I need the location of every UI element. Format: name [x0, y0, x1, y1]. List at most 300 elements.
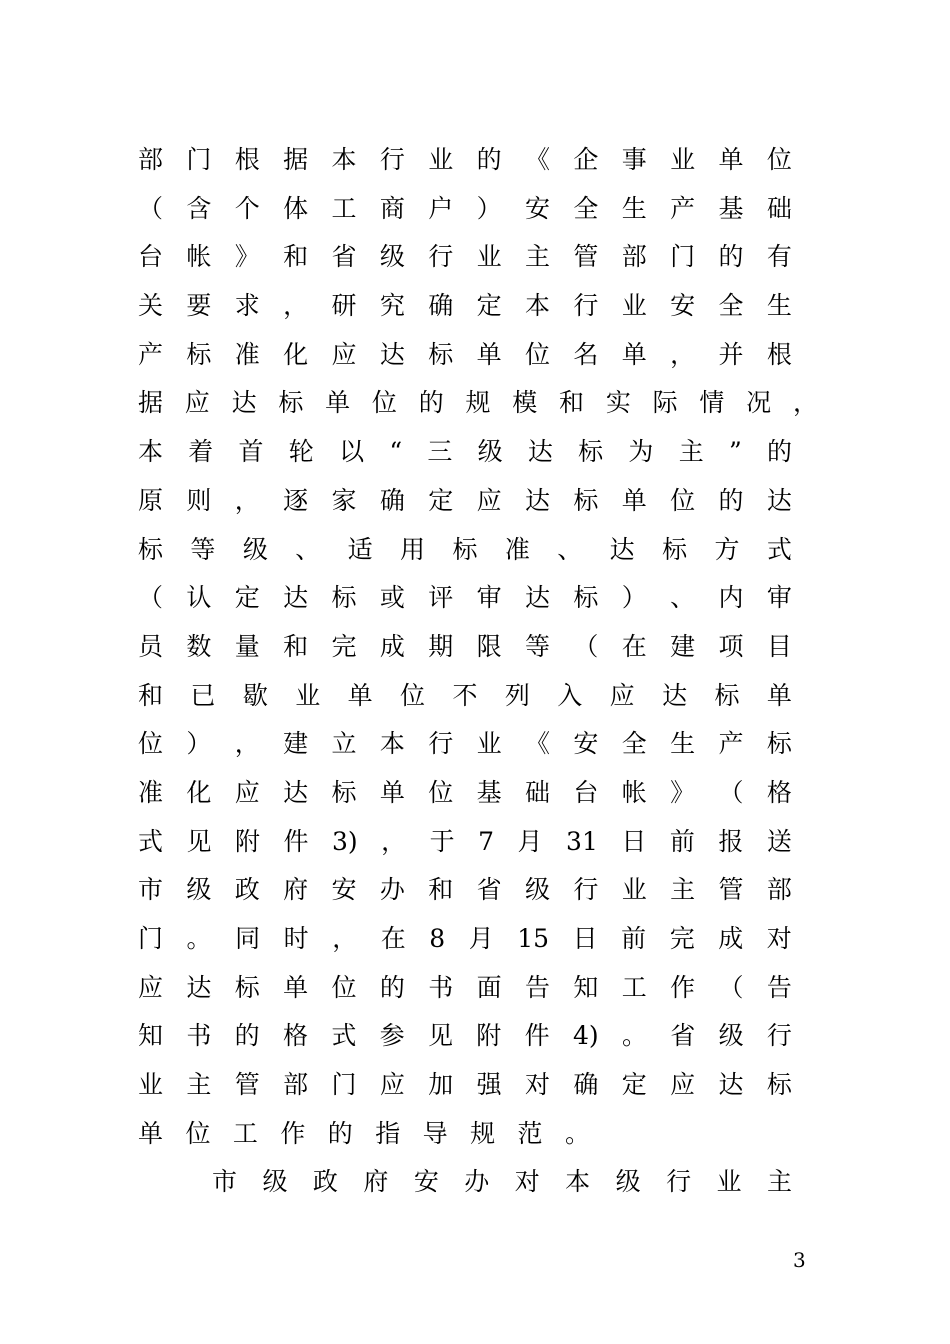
text-glyph: 本 [379, 729, 405, 759]
text-glyph: 业 [621, 291, 647, 321]
text-glyph: 时 [283, 924, 309, 953]
text-glyph: 准 [504, 534, 530, 564]
text-glyph: 业 [476, 729, 502, 759]
text-glyph: 业 [621, 875, 647, 905]
text-glyph: 省 [670, 1021, 696, 1051]
text-glyph: 《 [525, 145, 551, 174]
text-glyph: 面 [476, 972, 502, 1002]
text-glyph: 强 [476, 1070, 502, 1100]
text-glyph: 或 [379, 583, 405, 613]
text-line [138, 818, 792, 867]
text-glyph: 定 [476, 291, 502, 321]
text-glyph: 达 [283, 777, 309, 807]
text-glyph: 体 [283, 193, 309, 223]
text-glyph: 应 [379, 1070, 405, 1100]
text-glyph: 据 [283, 145, 309, 174]
text-glyph: 安 [670, 291, 696, 321]
text-glyph: 评 [428, 583, 454, 613]
text-glyph: ， [381, 826, 407, 856]
text-glyph: 的 [476, 145, 502, 174]
text-glyph: 并 [718, 339, 744, 369]
text-glyph: 行 [573, 291, 599, 321]
text-line [138, 185, 792, 234]
text-glyph: 级 [615, 1167, 641, 1197]
text-glyph: 基 [476, 777, 502, 807]
text-glyph: 前 [621, 924, 647, 953]
text-glyph: 日 [621, 826, 647, 856]
text-glyph: 7 [478, 826, 495, 856]
text-glyph: 部 [621, 242, 647, 272]
text-glyph: 对 [514, 1167, 540, 1197]
text-glyph: 单 [325, 388, 351, 418]
text-glyph: 础 [766, 193, 792, 223]
text-glyph: 主 [766, 1167, 792, 1197]
text-glyph: 作 [280, 1118, 306, 1148]
text-glyph: 附 [235, 826, 261, 856]
text-line [138, 282, 792, 331]
text-glyph: 单 [476, 339, 502, 369]
text-glyph: 位 [400, 680, 426, 710]
text-glyph: 月 [517, 826, 543, 856]
text-glyph: 限 [476, 631, 502, 661]
text-glyph: 政 [312, 1167, 338, 1197]
text-glyph: 工 [621, 972, 647, 1002]
text-glyph: 行 [428, 242, 454, 272]
text-glyph: 加 [428, 1070, 454, 1100]
text-glyph: 标 [662, 534, 688, 564]
text-glyph: 本 [565, 1167, 591, 1197]
text-glyph: 首 [238, 437, 264, 467]
text-glyph: 标 [766, 729, 792, 759]
text-glyph: 工 [232, 1118, 258, 1148]
text-line [138, 526, 792, 575]
text-glyph: 达 [718, 1070, 744, 1100]
text-glyph: 达 [186, 972, 212, 1002]
text-glyph: 全 [621, 729, 647, 759]
text-glyph: 三 [427, 437, 453, 467]
text-glyph: 际 [652, 388, 678, 418]
text-glyph: 市 [212, 1167, 238, 1197]
text-glyph: 位 [670, 485, 696, 515]
text-glyph: 前 [669, 826, 695, 856]
text-glyph: 的 [418, 388, 444, 418]
text-glyph: 单 [379, 777, 405, 807]
text-glyph: 达 [283, 583, 309, 613]
text-glyph: 根 [766, 339, 792, 369]
text-glyph: 知 [138, 1021, 164, 1051]
text-line [138, 574, 792, 623]
text-line [138, 1110, 590, 1159]
text-glyph: 生 [766, 291, 792, 321]
text-glyph: 安 [573, 729, 599, 759]
text-glyph: 告 [766, 972, 792, 1002]
text-glyph: 已 [190, 680, 216, 710]
text-glyph: 况 [746, 388, 772, 418]
text-glyph: 单 [347, 680, 373, 710]
text-glyph: 门 [138, 924, 164, 953]
text-glyph: 等 [190, 534, 216, 564]
text-glyph: 在 [380, 924, 406, 953]
text-glyph: 行 [666, 1167, 692, 1197]
text-glyph: 应 [234, 777, 260, 807]
text-glyph: ， [670, 339, 696, 369]
text-glyph: 书 [186, 1021, 212, 1051]
text-glyph: 应 [138, 972, 164, 1002]
text-glyph: 位 [766, 145, 792, 174]
text-glyph: 标 [331, 777, 357, 807]
text-glyph: 和 [428, 875, 454, 905]
text-glyph: 业 [138, 1070, 164, 1100]
text-glyph: 方 [714, 534, 740, 564]
text-glyph: （ [718, 972, 744, 1002]
text-glyph: 业 [428, 145, 454, 174]
text-glyph: 管 [573, 242, 599, 272]
text-glyph: 的 [234, 1021, 260, 1051]
text-line [138, 964, 792, 1013]
text-glyph: 帐 [621, 777, 647, 807]
text-glyph: 标 [331, 583, 357, 613]
text-glyph: 模 [512, 388, 538, 418]
text-glyph: 的 [327, 1118, 353, 1148]
text-glyph: 应 [331, 339, 357, 369]
text-glyph: 用 [400, 534, 426, 564]
text-glyph: 格 [282, 1021, 308, 1051]
text-glyph: 31 [566, 826, 598, 856]
text-glyph: 业 [716, 1167, 742, 1197]
text-glyph: 级 [525, 875, 551, 905]
text-glyph: 位 [428, 777, 454, 807]
text-glyph: ） [476, 193, 502, 223]
text-line [138, 1158, 792, 1207]
text-glyph: （ [138, 583, 164, 613]
text-glyph: 研 [331, 291, 357, 321]
text-glyph: ， [332, 924, 358, 953]
text-glyph: 业 [476, 242, 502, 272]
text-glyph: 确 [379, 485, 405, 515]
text-glyph: 单 [138, 1118, 164, 1148]
text-glyph: 市 [138, 875, 164, 905]
text-glyph: 告 [525, 972, 551, 1002]
text-glyph: （ [718, 777, 744, 807]
text-glyph: 期 [428, 631, 454, 661]
text-glyph: 和 [283, 631, 309, 661]
text-glyph: 主 [525, 242, 551, 272]
text-glyph: 适 [347, 534, 373, 564]
text-glyph: 应 [609, 680, 635, 710]
text-glyph: 准 [234, 339, 260, 369]
text-glyph: 级 [718, 1021, 744, 1051]
text-glyph: 级 [477, 437, 503, 467]
text-glyph: 安 [525, 193, 551, 223]
text-glyph: 规 [465, 388, 491, 418]
text-glyph: 和 [138, 680, 164, 710]
text-glyph: 本 [331, 145, 357, 174]
text-glyph: 歇 [242, 680, 268, 710]
text-glyph: 定 [621, 1070, 647, 1100]
text-glyph: 。 [621, 1021, 647, 1051]
text-glyph: 范 [517, 1118, 543, 1148]
text-glyph: 不 [452, 680, 478, 710]
text-glyph: 行 [573, 875, 599, 905]
text-glyph: 等 [525, 631, 551, 661]
text-line [138, 136, 792, 185]
text-line [138, 720, 792, 769]
text-glyph: 知 [573, 972, 599, 1002]
text-line [138, 477, 792, 526]
text-glyph: 帐 [186, 242, 212, 272]
text-glyph: 主 [186, 1070, 212, 1100]
text-glyph: 15 [517, 924, 550, 953]
text-glyph: ， [234, 729, 260, 759]
text-glyph: 省 [331, 242, 357, 272]
text-glyph: 安 [331, 875, 357, 905]
text-glyph: 和 [559, 388, 585, 418]
text-glyph: 据 [138, 388, 164, 418]
text-glyph: 标 [428, 339, 454, 369]
text-glyph: 台 [573, 777, 599, 807]
text-line [138, 1012, 792, 1061]
text-glyph: 级 [186, 875, 212, 905]
text-glyph: 单 [621, 339, 647, 369]
text-glyph: 应 [476, 485, 502, 515]
text-glyph: 在 [621, 631, 647, 661]
text-line [138, 623, 792, 672]
text-glyph: 生 [670, 729, 696, 759]
text-glyph: 标 [234, 972, 260, 1002]
text-glyph: 日 [572, 924, 598, 953]
text-glyph: 达 [379, 339, 405, 369]
text-glyph: 根 [234, 145, 260, 174]
text-glyph: 于 [429, 826, 455, 856]
text-glyph: 的 [766, 437, 792, 467]
text-glyph: 办 [464, 1167, 490, 1197]
text-glyph: 、 [670, 583, 696, 613]
text-line [138, 331, 792, 380]
text-glyph: 关 [138, 291, 164, 321]
text-glyph: 位 [138, 729, 164, 759]
text-glyph: 台 [138, 242, 164, 272]
text-glyph: 行 [766, 1021, 792, 1051]
text-glyph: 、 [295, 534, 321, 564]
text-glyph: 、 [557, 534, 583, 564]
text-glyph: ” [728, 437, 742, 467]
text-glyph: 的 [379, 972, 405, 1002]
text-line [138, 915, 792, 964]
text-glyph: 准 [138, 777, 164, 807]
text-glyph: 成 [718, 924, 744, 953]
text-glyph: 数 [186, 631, 212, 661]
text-glyph: 量 [234, 631, 260, 661]
text-glyph: 单 [621, 485, 647, 515]
text-glyph: 应 [184, 388, 210, 418]
text-glyph: 标 [452, 534, 478, 564]
text-glyph: 件 [524, 1021, 550, 1051]
text-glyph: （ [573, 631, 599, 661]
text-glyph: 对 [525, 1070, 551, 1100]
text-glyph: 办 [379, 875, 405, 905]
text-glyph: 建 [283, 729, 309, 759]
text-glyph: 行 [379, 145, 405, 174]
text-glyph: 业 [295, 680, 321, 710]
text-glyph: 门 [186, 145, 212, 174]
text-line [138, 233, 792, 282]
text-glyph: 达 [231, 388, 257, 418]
text-glyph: 和 [283, 242, 309, 272]
text-glyph: 参 [379, 1021, 405, 1051]
text-glyph: 格 [766, 777, 792, 807]
text-glyph: 对 [766, 924, 792, 953]
text-line [138, 428, 792, 477]
text-glyph: ， [792, 388, 818, 418]
text-line [138, 769, 792, 818]
text-glyph: 8 [429, 924, 446, 953]
text-glyph: 完 [331, 631, 357, 661]
text-glyph: 础 [525, 777, 551, 807]
text-glyph: 式 [766, 534, 792, 564]
text-glyph: 送 [766, 826, 792, 856]
page-number: 3 [793, 1248, 806, 1272]
text-glyph: 管 [718, 875, 744, 905]
text-glyph: 确 [573, 1070, 599, 1100]
text-glyph: 标 [714, 680, 740, 710]
text-glyph: 有 [766, 242, 792, 272]
text-glyph: 标 [766, 1070, 792, 1100]
text-glyph: 列 [504, 680, 530, 710]
text-glyph: 规 [470, 1118, 496, 1148]
text-glyph: 究 [379, 291, 405, 321]
text-glyph: 定 [234, 583, 260, 613]
text-glyph: 。 [564, 1118, 590, 1148]
text-glyph: 目 [766, 631, 792, 661]
text-glyph: 门 [670, 242, 696, 272]
text-glyph: 标 [578, 437, 604, 467]
text-glyph: 安 [413, 1167, 439, 1197]
text-glyph: 件 [283, 826, 309, 856]
text-glyph: 单 [766, 680, 792, 710]
text-glyph: 情 [699, 388, 725, 418]
text-glyph: 报 [718, 826, 744, 856]
text-glyph: 以 [339, 437, 365, 467]
text-glyph: 的 [718, 242, 744, 272]
text-glyph: 府 [283, 875, 309, 905]
text-glyph: 单 [718, 145, 744, 174]
text-glyph: 产 [718, 729, 744, 759]
text-glyph: 立 [331, 729, 357, 759]
text-glyph: ） [186, 729, 212, 759]
text-glyph: 轮 [288, 437, 314, 467]
text-glyph: 政 [234, 875, 260, 905]
text-glyph: 项 [718, 631, 744, 661]
text-glyph: 家 [331, 485, 357, 515]
text-glyph: 附 [476, 1021, 502, 1051]
text-glyph: 定 [428, 485, 454, 515]
text-glyph: 则 [186, 485, 212, 515]
text-glyph: 达 [662, 680, 688, 710]
text-glyph: 求 [234, 291, 260, 321]
text-glyph: 》 [234, 242, 260, 272]
text-glyph: 内 [718, 583, 744, 613]
text-glyph: 审 [476, 583, 502, 613]
text-glyph: 标 [278, 388, 304, 418]
text-glyph: 成 [379, 631, 405, 661]
text-glyph: 应 [670, 1070, 696, 1100]
text-glyph: 主 [678, 437, 704, 467]
text-glyph: 。 [186, 924, 212, 953]
text-glyph: 本 [138, 437, 164, 467]
text-glyph: 户 [428, 193, 454, 223]
text-glyph: 全 [718, 291, 744, 321]
text-glyph: 书 [428, 972, 454, 1002]
text-glyph: 部 [766, 875, 792, 905]
text-glyph: “ [389, 437, 403, 467]
text-glyph: 业 [670, 145, 696, 174]
text-glyph: 化 [186, 777, 212, 807]
text-glyph: 同 [235, 924, 261, 953]
text-glyph: 个 [234, 193, 260, 223]
text-glyph: 式 [331, 1021, 357, 1051]
text-glyph: 审 [766, 583, 792, 613]
text-glyph: 入 [557, 680, 583, 710]
text-glyph: 3) [332, 826, 358, 856]
text-glyph: 原 [138, 485, 164, 515]
text-glyph: 位 [371, 388, 397, 418]
text-glyph: 指 [375, 1118, 401, 1148]
text-glyph: 级 [379, 242, 405, 272]
text-glyph: 建 [670, 631, 696, 661]
text-glyph: 4) [572, 1021, 599, 1051]
text-glyph: ， [234, 485, 260, 515]
text-glyph: 见 [427, 1021, 453, 1051]
text-glyph: 管 [234, 1070, 260, 1100]
text-glyph: 生 [621, 193, 647, 223]
text-glyph: 级 [242, 534, 268, 564]
text-glyph: 要 [186, 291, 212, 321]
text-glyph: 作 [670, 972, 696, 1002]
text-line [138, 672, 792, 721]
text-glyph: 员 [138, 631, 164, 661]
text-glyph: 位 [331, 972, 357, 1002]
text-glyph: 标 [138, 534, 164, 564]
text-glyph: 的 [718, 485, 744, 515]
text-glyph: 实 [605, 388, 631, 418]
text-glyph: 名 [573, 339, 599, 369]
text-glyph: 为 [628, 437, 654, 467]
text-glyph: ， [283, 291, 309, 321]
text-glyph: 部 [138, 145, 164, 174]
body-text [138, 136, 818, 1207]
text-glyph: 达 [525, 485, 551, 515]
text-glyph: 级 [262, 1167, 288, 1197]
text-glyph: 认 [186, 583, 212, 613]
text-glyph: 确 [428, 291, 454, 321]
text-glyph: 导 [422, 1118, 448, 1148]
text-glyph: 达 [527, 437, 553, 467]
text-glyph: 商 [379, 193, 405, 223]
text-glyph: 部 [283, 1070, 309, 1100]
text-glyph: 着 [188, 437, 214, 467]
text-glyph: 达 [766, 485, 792, 515]
text-glyph: 主 [670, 875, 696, 905]
text-glyph: 式 [138, 826, 164, 856]
text-glyph: 》 [670, 777, 696, 807]
text-line [138, 1061, 792, 1110]
text-glyph: 位 [525, 339, 551, 369]
text-glyph: 本 [525, 291, 551, 321]
text-glyph: 事 [621, 145, 647, 174]
text-glyph: 标 [186, 339, 212, 369]
text-glyph: 企 [573, 145, 599, 174]
text-line [138, 866, 792, 915]
